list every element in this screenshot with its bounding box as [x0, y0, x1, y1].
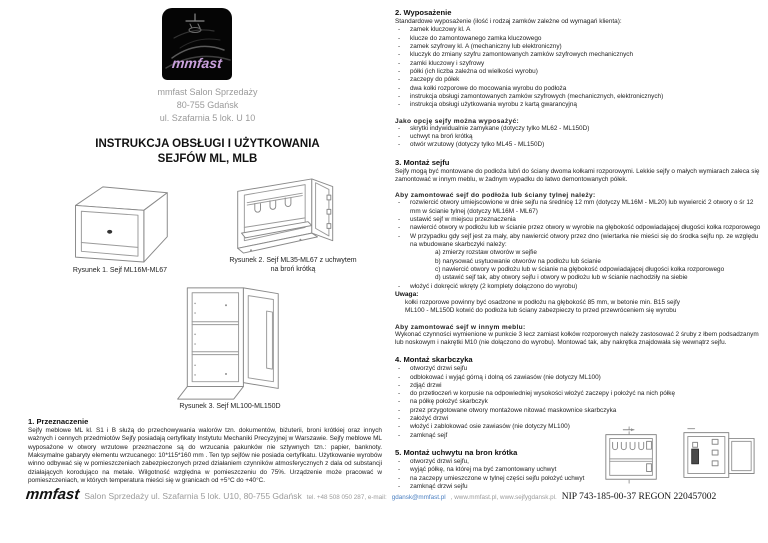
- list-item: - instrukcja obsługi użytkowania wyrobu z kartą gwarancyjną: [395, 101, 765, 109]
- list-item: - ustawić sejf w miejscu przeznaczenia: [395, 216, 765, 224]
- list-item: - otworzyć drzwi sejfu,: [395, 458, 765, 466]
- mount-floor-heading: Aby zamontować sejf do podłoża lub ściany tylnej należy:: [395, 192, 596, 200]
- list-item: - instrukcja obsługi zamontowanych zamków szyfrowych (mechanicznych, elektronicznych): [395, 93, 765, 101]
- figure3-safe-drawing: [158, 284, 294, 402]
- list-subitem: c) nawiercić otwory w podłożu lub w ścianie na głębokość odpowiadającej długości kołka rozporowego: [435, 265, 725, 273]
- list-item: - rozwiercić otwory umiejscowione w dnie sejfu na średnicę 12 mm (dotyczy ML16M - ML20) lub wywiercić 2 otwory o śr 12 mm w ścianie tylnej (dotyczy ML16M - ML67): [395, 199, 765, 216]
- company-address-block: [30, 86, 385, 125]
- list-item: - wyjąć półkę, na której ma być zamontowany uchwyt: [395, 466, 765, 474]
- note-line: kołki rozporowe powinny być osadzone w podłożu na głębokość 85 mm, w betonie min. B15 sejfy: [405, 298, 680, 306]
- figure2-safe-drawing: [232, 174, 346, 258]
- title-line-2: SEJFÓW ML, MLB: [157, 152, 258, 165]
- list-item: - skrytki indywidualnie zamykane (dotyczy tylko ML62 - ML150D): [395, 125, 765, 133]
- list-item: - zamek kluczowy kl. A: [395, 26, 765, 34]
- list-item: - zaczepy do półek: [395, 76, 765, 84]
- list-item: - półki (ich liczba zależna od wielkości wyrobu): [395, 68, 765, 76]
- footer-logo-wordmark: mmfast: [25, 486, 81, 503]
- section-przeznaczenie: [28, 417, 382, 485]
- section3-heading: 3. Montaż sejfu: [395, 157, 450, 167]
- list-item: - zamknąć drzwi sejfu: [395, 483, 765, 491]
- list-item: - otwór wrzutowy (dotyczy tylko ML45 - ML150D): [395, 141, 765, 149]
- list-subitem: a) zmierzy rozstaw otworów w sejfie: [435, 249, 537, 257]
- list-item: - na półkę położyć skarbczyk: [395, 398, 765, 406]
- footer: [26, 486, 744, 503]
- list-item: - włożyć i dokręcić wkręty (2 komplety dołączono do wyrobu): [395, 283, 765, 291]
- technical-drawings: [600, 424, 758, 486]
- list-item: - do przetłoczeń w korpusie na odpowiedniej wysokości włożyć zaczepy i położyć na nich półkę: [395, 390, 765, 398]
- list-item: - nawiercić otwory w podłożu lub w ścianie przez otwory w wyrobie na głębokość odpowiadającej długości kołka rozporowego: [395, 224, 765, 232]
- address-line: ul. Szafarnia 5 lok. U 10: [159, 113, 256, 124]
- options-heading: Jako opcję sejfy można wyposażyć:: [395, 117, 520, 125]
- address-line: 80-755 Gdańsk: [176, 100, 239, 111]
- section5-heading: 5. Montaż uchwytu na bron krótka: [395, 448, 518, 458]
- list-item: - otworzyć drzwi sejfu: [395, 365, 765, 373]
- figure3-caption: Rysunek 3. Sejf ML100-ML150D: [179, 403, 281, 410]
- list-item: - założyć drzwi: [395, 415, 765, 423]
- list-item: - zdjąć drzwi: [395, 382, 765, 390]
- footer-phone: tel. +48 508 050 287, e-mail:: [306, 494, 387, 501]
- note-heading: Uwaga:: [395, 290, 419, 298]
- section2-intro: Standardowe wyposażenie (ilość i rodzaj zamków zależne od wymagań klienta):: [395, 18, 622, 25]
- right-column: [395, 8, 765, 491]
- list-item: - W przypadku gdy sejf jest za mały, aby nawiercić otwory przez dno (wiertarka nie mieści się do środka sejfu np. ze względu na wbudowane skarbczyki należy:: [395, 233, 765, 250]
- figure2-caption-line2: na broń krótką: [270, 266, 316, 274]
- page-title: [30, 137, 385, 167]
- list-subitem: b) narysować usytuowanie otworów na podłożu lub ścianie: [435, 257, 601, 265]
- logo-wordmark: mmfast: [171, 55, 223, 71]
- side-section-drawing: [680, 424, 758, 486]
- list-item: - zamek szyfrowy kl. A (mechaniczny lub elektroniczny): [395, 43, 765, 51]
- list-item: - na zaczepy umieszczone w tylnej części sejfu położyć uchwyt: [395, 475, 765, 483]
- mmfast-logo: [162, 8, 232, 80]
- footer-websites: , www.mmfast.pl, www.sejfygdansk.pl.: [450, 494, 557, 501]
- figure2-caption-line1: Rysunek 2. Sejf ML35-ML67 z uchwytem: [229, 257, 357, 264]
- section3-intro: Sejfy mogą być montowane do podłoża lub/i do ściany dwoma kołkami rozporowymi. Lekkie sejfy o małych wymiarach zaleca się zamontować w innym meblu, w żadnym wypadku do łatwo demontowanych półek.: [395, 167, 760, 183]
- figure1-safe-drawing: [56, 180, 178, 266]
- list-item: - zamknąć sejf: [395, 432, 765, 440]
- list-item: - włożyć i zablokować osie zawiasów (nie dotyczy ML100): [395, 423, 765, 431]
- list-item: - odblokować i wyjąć górną i dolną oś zawiasów (nie dotyczy ML100): [395, 374, 765, 382]
- address-line: mmfast Salon Sprzedaży: [157, 87, 258, 97]
- list-item: - kluczyk do zmiany szyfru zamontowanych zamków szyfrowych mechanicznych: [395, 51, 765, 59]
- section1-body: Sejfy meblowe ML kl. S1 i B służą do przechowywania walorów tzn. dokumentów, biżuterii, broni krótkiej oraz innych ważnych i cennych przedmiotów Sejfy posiadają certyfikaty Instytutu Mechaniki Precyzyjnej w Warszawie. Sejfy meblowe ML wyposażone w otwory wrzutowe przeznaczone są do wrzucania pakunków nie sztywnych tzn.: papier, banknoty. Maksymalne gabaryty elementu wrzucanego: 10*115*160 mm . Ten typ sejfów nie posiada certyfikatu. Użytkowanie wyrobów winno odbywać się w pomieszczeniach zabezpieczonych przed działaniem czynników atmosferycznych z dala od substancji działających korodująco na metale. Wilgotność względna w pomieszczeniu do 75%. Urządzenie może pracować w pomieszczeniach, w których temperatura mieści się w granicach od +5°C do +40°C.: [28, 427, 382, 484]
- figure1-caption: Rysunek 1. Sejf ML16M-ML67: [72, 267, 168, 274]
- list-item: - dwa kołki rozporowe do mocowania wyrobu do podłoża: [395, 85, 765, 93]
- footer-email-link[interactable]: gdansk@mmfast.pl: [391, 494, 446, 501]
- title-line-1: INSTRUKCJA OBSŁUGI I UŻYTKOWANIA: [95, 138, 320, 150]
- footer-nip-regon: NIP 743-185-00-37 REGON 220457002: [561, 492, 717, 502]
- mount-furniture-heading: Aby zamontować sejf w innym meblu:: [395, 323, 526, 331]
- list-item: - zamki kluczowy i szyfrowy: [395, 60, 765, 68]
- mount-furniture-body: Wykonać czynności wymienione w punkcie 3 lecz zamiast kołków rozporowych należy zastosować 2 śruby z łbem podsadzanym lub noskowym i nakrętki M10 (nie dołączono do wyrobu). Montować tak, aby nakrętka znajdowała się wewnątrz sejfu.: [395, 330, 759, 346]
- section4-heading: 4. Montaż skarbczyka: [395, 355, 473, 365]
- footer-address: Salon Sprzedaży ul. Szafarnia 5 lok. U10, 80-755 Gdańsk: [84, 491, 302, 501]
- list-item: - klucze do zamontowanego zamka kluczowego: [395, 35, 765, 43]
- list-subitem: d) ustawić sejf tak, aby otwory sejfu i otwory w podłożu lub w ścianie nachodziły na siebie: [435, 274, 688, 282]
- section1-heading: 1. Przeznaczenie: [28, 417, 89, 426]
- section2-heading: 2. Wyposażenie: [395, 8, 452, 17]
- note-line: ML100 - ML150D kotwić do podłoża lub ściany zabezpieczy to przed przewróceniem się wyrobu: [405, 307, 677, 315]
- figure2-caption: [208, 256, 378, 274]
- list-item: - uchwyt na broń krótką: [395, 133, 765, 141]
- list-item: - przez przygotowane otwory montażowe nitować maskownice skarbczyka: [395, 407, 765, 415]
- front-view-drawing: [600, 424, 666, 486]
